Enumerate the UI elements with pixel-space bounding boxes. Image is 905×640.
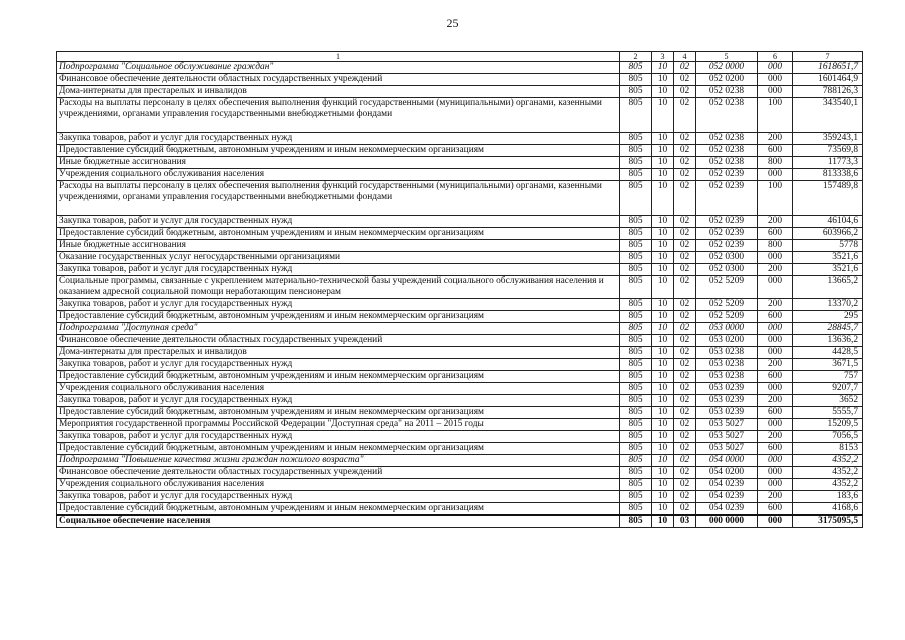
ministry-code-cell: 805 <box>620 98 652 133</box>
target-article-cell: 053 0238 <box>696 359 758 371</box>
target-article-cell: 052 0238 <box>696 98 758 133</box>
ministry-code-cell: 805 <box>620 503 652 516</box>
target-article-cell: 052 0239 <box>696 240 758 252</box>
amount-cell: 7056,5 <box>793 431 863 443</box>
ministry-code-cell: 805 <box>620 169 652 181</box>
section-code-cell: 10 <box>652 74 674 86</box>
table-row <box>57 503 863 516</box>
amount-cell: 757 <box>793 371 863 383</box>
section-code-cell: 10 <box>652 276 674 299</box>
section-code-cell: 10 <box>652 335 674 347</box>
table-row <box>57 347 863 359</box>
amount-cell: 73569,8 <box>793 145 863 157</box>
subsection-code-cell: 02 <box>674 311 696 323</box>
row-name-cell: Предоставление субсидий бюджетным, автономным учреждениям и иным некоммерческим организациям <box>57 371 620 383</box>
row-name-cell: Предоставление субсидий бюджетным, автономным учреждениям и иным некоммерческим организациям <box>57 503 620 516</box>
section-code-cell: 10 <box>652 515 674 528</box>
row-name-cell: Предоставление субсидий бюджетным, автономным учреждениям и иным некоммерческим организациям <box>57 443 620 455</box>
section-code-cell: 10 <box>652 157 674 169</box>
ministry-code-cell: 805 <box>620 62 652 74</box>
target-article-cell: 052 0239 <box>696 228 758 240</box>
target-article-cell: 052 0239 <box>696 169 758 181</box>
expense-type-cell: 200 <box>758 299 793 311</box>
table-row <box>57 371 863 383</box>
section-code-cell: 10 <box>652 407 674 419</box>
subsection-code-cell: 03 <box>674 515 696 528</box>
ministry-code-cell: 805 <box>620 311 652 323</box>
table-row <box>57 240 863 252</box>
table-row <box>57 455 863 467</box>
subsection-code-cell: 02 <box>674 443 696 455</box>
section-code-cell: 10 <box>652 133 674 145</box>
table-row <box>57 311 863 323</box>
amount-cell: 1618651,7 <box>793 62 863 74</box>
section-code-cell: 10 <box>652 169 674 181</box>
section-code-cell: 10 <box>652 395 674 407</box>
expense-type-cell: 600 <box>758 371 793 383</box>
row-name-cell: Подпрограмма "Повышение качества жизни граждан пожилого возраста" <box>57 455 620 467</box>
amount-cell: 5778 <box>793 240 863 252</box>
table-row <box>57 431 863 443</box>
amount-cell: 603966,2 <box>793 228 863 240</box>
target-article-cell: 054 0239 <box>696 491 758 503</box>
row-name-cell: Расходы на выплаты персоналу в целях обеспечения выполнения функций государственными (муниципальными) органами, казенными учреждениями, органами управления государственными внебюджетными фондами <box>57 181 620 216</box>
amount-cell: 9207,7 <box>793 383 863 395</box>
row-name-cell: Подпрограмма "Социальное обслуживание граждан" <box>57 62 620 74</box>
ministry-code-cell: 805 <box>620 347 652 359</box>
subsection-code-cell: 02 <box>674 467 696 479</box>
amount-cell: 11773,3 <box>793 157 863 169</box>
expense-type-cell: 200 <box>758 431 793 443</box>
section-code-cell: 10 <box>652 347 674 359</box>
subsection-code-cell: 02 <box>674 86 696 98</box>
page-number: 25 <box>446 16 459 30</box>
section-code-cell: 10 <box>652 145 674 157</box>
section-code-cell: 10 <box>652 98 674 133</box>
expense-type-cell: 100 <box>758 98 793 133</box>
subsection-code-cell: 02 <box>674 479 696 491</box>
header-col-2: 2 <box>620 52 652 62</box>
section-code-cell: 10 <box>652 216 674 228</box>
section-code-cell: 10 <box>652 491 674 503</box>
target-article-cell: 052 5209 <box>696 276 758 299</box>
target-article-cell: 053 5027 <box>696 443 758 455</box>
target-article-cell: 052 5209 <box>696 299 758 311</box>
amount-cell: 788126,3 <box>793 86 863 98</box>
table-row <box>57 479 863 491</box>
ministry-code-cell: 805 <box>620 383 652 395</box>
subsection-code-cell: 02 <box>674 181 696 216</box>
expense-type-cell: 000 <box>758 74 793 86</box>
expense-type-cell: 000 <box>758 86 793 98</box>
target-article-cell: 054 0000 <box>696 455 758 467</box>
row-name-cell: Дома-интернаты для престарелых и инвалидов <box>57 86 620 98</box>
amount-cell: 1601464,9 <box>793 74 863 86</box>
subsection-code-cell: 02 <box>674 323 696 335</box>
table-row <box>57 169 863 181</box>
target-article-cell: 054 0200 <box>696 467 758 479</box>
subsection-code-cell: 02 <box>674 240 696 252</box>
ministry-code-cell: 805 <box>620 431 652 443</box>
table-row <box>57 335 863 347</box>
target-article-cell: 053 5027 <box>696 419 758 431</box>
ministry-code-cell: 805 <box>620 515 652 528</box>
target-article-cell: 053 0238 <box>696 347 758 359</box>
subsection-code-cell: 02 <box>674 74 696 86</box>
amount-cell: 157489,8 <box>793 181 863 216</box>
section-code-cell: 10 <box>652 62 674 74</box>
header-col-5: 5 <box>696 52 758 62</box>
expense-type-cell: 000 <box>758 62 793 74</box>
total-row <box>57 515 863 528</box>
ministry-code-cell: 805 <box>620 133 652 145</box>
target-article-cell: 000 0000 <box>696 515 758 528</box>
amount-cell: 4352,2 <box>793 479 863 491</box>
ministry-code-cell: 805 <box>620 359 652 371</box>
amount-cell: 46104,6 <box>793 216 863 228</box>
expense-type-cell: 000 <box>758 455 793 467</box>
table-row <box>57 467 863 479</box>
subsection-code-cell: 02 <box>674 455 696 467</box>
header-col-6: 6 <box>758 52 793 62</box>
expense-type-cell: 800 <box>758 157 793 169</box>
row-name-cell: Учреждения социального обслуживания населения <box>57 169 620 181</box>
subsection-code-cell: 02 <box>674 359 696 371</box>
row-name-cell: Финансовое обеспечение деятельности областных государственных учреждений <box>57 467 620 479</box>
section-code-cell: 10 <box>652 299 674 311</box>
ministry-code-cell: 805 <box>620 419 652 431</box>
amount-cell: 13636,2 <box>793 335 863 347</box>
target-article-cell: 053 0238 <box>696 371 758 383</box>
row-name-cell: Иные бюджетные ассигнования <box>57 157 620 169</box>
target-article-cell: 053 0239 <box>696 395 758 407</box>
budget-table <box>56 51 863 528</box>
ministry-code-cell: 805 <box>620 467 652 479</box>
target-article-cell: 053 0239 <box>696 383 758 395</box>
amount-cell: 13370,2 <box>793 299 863 311</box>
ministry-code-cell: 805 <box>620 228 652 240</box>
ministry-code-cell: 805 <box>620 276 652 299</box>
subsection-code-cell: 02 <box>674 276 696 299</box>
section-code-cell: 10 <box>652 240 674 252</box>
subsection-code-cell: 02 <box>674 133 696 145</box>
row-name-cell: Предоставление субсидий бюджетным, автономным учреждениям и иным некоммерческим организациям <box>57 228 620 240</box>
target-article-cell: 052 0000 <box>696 62 758 74</box>
section-code-cell: 10 <box>652 419 674 431</box>
expense-type-cell: 200 <box>758 491 793 503</box>
target-article-cell: 052 5209 <box>696 311 758 323</box>
table-row <box>57 228 863 240</box>
expense-type-cell: 000 <box>758 515 793 528</box>
expense-type-cell: 600 <box>758 407 793 419</box>
amount-cell: 4168,6 <box>793 503 863 516</box>
table-row <box>57 323 863 335</box>
row-name-cell: Оказание государственных услуг негосударственными организациями <box>57 252 620 264</box>
expense-type-cell: 200 <box>758 395 793 407</box>
table-row <box>57 145 863 157</box>
amount-cell: 3175095,5 <box>793 515 863 528</box>
section-code-cell: 10 <box>652 228 674 240</box>
expense-type-cell: 000 <box>758 323 793 335</box>
row-name-cell: Предоставление субсидий бюджетным, автономным учреждениям и иным некоммерческим организациям <box>57 145 620 157</box>
expense-type-cell: 800 <box>758 240 793 252</box>
row-name-cell: Учреждения социального обслуживания населения <box>57 479 620 491</box>
section-code-cell: 10 <box>652 359 674 371</box>
expense-type-cell: 200 <box>758 133 793 145</box>
section-code-cell: 10 <box>652 371 674 383</box>
subsection-code-cell: 02 <box>674 216 696 228</box>
ministry-code-cell: 805 <box>620 216 652 228</box>
amount-cell: 295 <box>793 311 863 323</box>
table-row <box>57 299 863 311</box>
subsection-code-cell: 02 <box>674 431 696 443</box>
ministry-code-cell: 805 <box>620 240 652 252</box>
section-code-cell: 10 <box>652 264 674 276</box>
amount-cell: 813338,6 <box>793 169 863 181</box>
amount-cell: 28845,7 <box>793 323 863 335</box>
target-article-cell: 052 0239 <box>696 181 758 216</box>
amount-cell: 4428,5 <box>793 347 863 359</box>
target-article-cell: 052 0300 <box>696 252 758 264</box>
target-article-cell: 052 0300 <box>696 264 758 276</box>
row-name-cell: Закупка товаров, работ и услуг для государственных нужд <box>57 133 620 145</box>
ministry-code-cell: 805 <box>620 395 652 407</box>
ministry-code-cell: 805 <box>620 299 652 311</box>
ministry-code-cell: 805 <box>620 335 652 347</box>
amount-cell: 4352,2 <box>793 455 863 467</box>
row-name-cell: Предоставление субсидий бюджетным, автономным учреждениям и иным некоммерческим организациям <box>57 311 620 323</box>
expense-type-cell: 600 <box>758 145 793 157</box>
target-article-cell: 054 0239 <box>696 479 758 491</box>
expense-type-cell: 000 <box>758 479 793 491</box>
ministry-code-cell: 805 <box>620 264 652 276</box>
expense-type-cell: 000 <box>758 335 793 347</box>
subsection-code-cell: 02 <box>674 157 696 169</box>
section-code-cell: 10 <box>652 383 674 395</box>
amount-cell: 5555,7 <box>793 407 863 419</box>
target-article-cell: 053 5027 <box>696 431 758 443</box>
row-name-cell: Закупка товаров, работ и услуг для государственных нужд <box>57 264 620 276</box>
ministry-code-cell: 805 <box>620 407 652 419</box>
table-row <box>57 407 863 419</box>
subsection-code-cell: 02 <box>674 503 696 516</box>
ministry-code-cell: 805 <box>620 491 652 503</box>
section-code-cell: 10 <box>652 503 674 516</box>
table-row <box>57 252 863 264</box>
header-col-4: 4 <box>674 52 696 62</box>
subsection-code-cell: 02 <box>674 491 696 503</box>
amount-cell: 3671,5 <box>793 359 863 371</box>
section-code-cell: 10 <box>652 181 674 216</box>
expense-type-cell: 000 <box>758 383 793 395</box>
table-row <box>57 157 863 169</box>
section-code-cell: 10 <box>652 252 674 264</box>
amount-cell: 4352,2 <box>793 467 863 479</box>
subsection-code-cell: 02 <box>674 371 696 383</box>
amount-cell: 8153 <box>793 443 863 455</box>
section-code-cell: 10 <box>652 311 674 323</box>
row-name-cell: Социальное обеспечение населения <box>57 515 620 528</box>
row-name-cell: Подпрограмма "Доступная среда" <box>57 323 620 335</box>
ministry-code-cell: 805 <box>620 74 652 86</box>
table-row <box>57 395 863 407</box>
ministry-code-cell: 805 <box>620 479 652 491</box>
expense-type-cell: 200 <box>758 216 793 228</box>
subsection-code-cell: 02 <box>674 62 696 74</box>
header-col-7: 7 <box>793 52 863 62</box>
section-code-cell: 10 <box>652 431 674 443</box>
amount-cell: 359243,1 <box>793 133 863 145</box>
target-article-cell: 052 0238 <box>696 86 758 98</box>
amount-cell: 3521,6 <box>793 264 863 276</box>
subsection-code-cell: 02 <box>674 347 696 359</box>
table-row <box>57 181 863 216</box>
expense-type-cell: 600 <box>758 311 793 323</box>
target-article-cell: 052 0238 <box>696 133 758 145</box>
section-code-cell: 10 <box>652 443 674 455</box>
row-name-cell: Закупка товаров, работ и услуг для государственных нужд <box>57 491 620 503</box>
amount-cell: 183,6 <box>793 491 863 503</box>
row-name-cell: Финансовое обеспечение деятельности областных государственных учреждений <box>57 335 620 347</box>
ministry-code-cell: 805 <box>620 371 652 383</box>
expense-type-cell: 600 <box>758 503 793 516</box>
header-col-1: 1 <box>57 52 620 62</box>
ministry-code-cell: 805 <box>620 323 652 335</box>
subsection-code-cell: 02 <box>674 419 696 431</box>
amount-cell: 3521,6 <box>793 252 863 264</box>
subsection-code-cell: 02 <box>674 169 696 181</box>
ministry-code-cell: 805 <box>620 181 652 216</box>
header-row <box>57 52 863 62</box>
row-name-cell: Расходы на выплаты персоналу в целях обеспечения выполнения функций государственными (муниципальными) органами, казенными учреждениями, органами управления государственными внебюджетными фондами <box>57 98 620 133</box>
table-row <box>57 98 863 133</box>
expense-type-cell: 000 <box>758 276 793 299</box>
row-name-cell: Дома-интернаты для престарелых и инвалидов <box>57 347 620 359</box>
ministry-code-cell: 805 <box>620 145 652 157</box>
subsection-code-cell: 02 <box>674 383 696 395</box>
row-name-cell: Закупка товаров, работ и услуг для государственных нужд <box>57 431 620 443</box>
expense-type-cell: 100 <box>758 181 793 216</box>
target-article-cell: 052 0200 <box>696 74 758 86</box>
row-name-cell: Закупка товаров, работ и услуг для государственных нужд <box>57 395 620 407</box>
target-article-cell: 052 0238 <box>696 145 758 157</box>
table-row <box>57 216 863 228</box>
subsection-code-cell: 02 <box>674 252 696 264</box>
expense-type-cell: 000 <box>758 347 793 359</box>
subsection-code-cell: 02 <box>674 395 696 407</box>
table-row <box>57 276 863 299</box>
subsection-code-cell: 02 <box>674 299 696 311</box>
row-name-cell: Мероприятия государственной программы Российской Федерации "Доступная среда" на 2011 – 2015 годы <box>57 419 620 431</box>
row-name-cell: Закупка товаров, работ и услуг для государственных нужд <box>57 359 620 371</box>
subsection-code-cell: 02 <box>674 407 696 419</box>
section-code-cell: 10 <box>652 86 674 98</box>
expense-type-cell: 200 <box>758 264 793 276</box>
ministry-code-cell: 805 <box>620 86 652 98</box>
expense-type-cell: 000 <box>758 252 793 264</box>
amount-cell: 3652 <box>793 395 863 407</box>
row-name-cell: Социальные программы, связанные с укреплением материально-технической базы учреждений социального обслуживания населения и оказанием адресной социальной помощи неработающим пенсионерам <box>57 276 620 299</box>
target-article-cell: 054 0239 <box>696 503 758 516</box>
section-code-cell: 10 <box>652 455 674 467</box>
expense-type-cell: 000 <box>758 169 793 181</box>
ministry-code-cell: 805 <box>620 157 652 169</box>
table-row <box>57 443 863 455</box>
expense-type-cell: 200 <box>758 359 793 371</box>
amount-cell: 13665,2 <box>793 276 863 299</box>
amount-cell: 343540,1 <box>793 98 863 133</box>
row-name-cell: Иные бюджетные ассигнования <box>57 240 620 252</box>
table-row <box>57 264 863 276</box>
expense-type-cell: 600 <box>758 228 793 240</box>
subsection-code-cell: 02 <box>674 145 696 157</box>
ministry-code-cell: 805 <box>620 443 652 455</box>
subsection-code-cell: 02 <box>674 264 696 276</box>
row-name-cell: Закупка товаров, работ и услуг для государственных нужд <box>57 299 620 311</box>
target-article-cell: 052 0239 <box>696 216 758 228</box>
row-name-cell: Учреждения социального обслуживания населения <box>57 383 620 395</box>
table-row <box>57 86 863 98</box>
table-row <box>57 74 863 86</box>
expense-type-cell: 000 <box>758 419 793 431</box>
row-name-cell: Закупка товаров, работ и услуг для государственных нужд <box>57 216 620 228</box>
header-col-3: 3 <box>652 52 674 62</box>
target-article-cell: 053 0000 <box>696 323 758 335</box>
table-row <box>57 383 863 395</box>
ministry-code-cell: 805 <box>620 252 652 264</box>
row-name-cell: Предоставление субсидий бюджетным, автономным учреждениям и иным некоммерческим организациям <box>57 407 620 419</box>
ministry-code-cell: 805 <box>620 455 652 467</box>
amount-cell: 15209,5 <box>793 419 863 431</box>
expense-type-cell: 000 <box>758 467 793 479</box>
target-article-cell: 052 0238 <box>696 157 758 169</box>
section-code-cell: 10 <box>652 323 674 335</box>
subsection-code-cell: 02 <box>674 98 696 133</box>
section-code-cell: 10 <box>652 479 674 491</box>
subsection-code-cell: 02 <box>674 335 696 347</box>
target-article-cell: 053 0239 <box>696 407 758 419</box>
table-row <box>57 62 863 74</box>
table-row <box>57 419 863 431</box>
table-row <box>57 491 863 503</box>
row-name-cell: Финансовое обеспечение деятельности областных государственных учреждений <box>57 74 620 86</box>
subsection-code-cell: 02 <box>674 228 696 240</box>
target-article-cell: 053 0200 <box>696 335 758 347</box>
section-code-cell: 10 <box>652 467 674 479</box>
table-row <box>57 133 863 145</box>
expense-type-cell: 600 <box>758 443 793 455</box>
table-row <box>57 359 863 371</box>
